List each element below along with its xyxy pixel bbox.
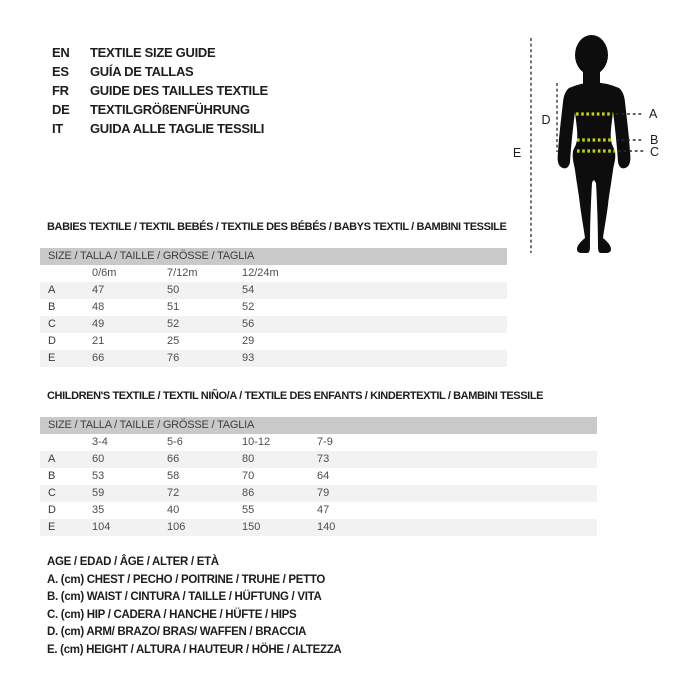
table-cell: 86 (242, 487, 255, 499)
table-cell: 25 (167, 335, 180, 347)
table-cell: 140 (317, 521, 336, 533)
table-cell: 51 (167, 301, 180, 313)
table-row (40, 316, 507, 333)
table-row (40, 299, 507, 316)
legend-age-line: AGE / EDAD / ÂGE / ALTER / ETÀ (47, 556, 219, 568)
row-label: C (48, 487, 56, 499)
table-cell: 29 (242, 335, 255, 347)
height-label: E (512, 146, 522, 160)
row-label: D (48, 335, 56, 347)
table-cell: 93 (242, 352, 255, 364)
row-label: B (48, 301, 56, 313)
table-cell: 54 (242, 284, 255, 296)
size-header-band: SIZE / TALLA / TAILLE / GRÖSSE / TAGLIA (40, 417, 597, 434)
row-label: A (48, 284, 56, 296)
child-measurement-diagram (505, 30, 670, 265)
table-cell: 76 (167, 352, 180, 364)
language-title: GUIDE DES TAILLES TEXTILE (90, 83, 268, 98)
column-header-row (40, 434, 597, 451)
size-header-band: SIZE / TALLA / TAILLE / GRÖSSE / TAGLIA (40, 248, 507, 265)
waist-label: B (650, 133, 659, 147)
chest-label: A (649, 107, 658, 121)
table-cell: 47 (92, 284, 105, 296)
table-cell: 66 (92, 352, 105, 364)
children-section-title: CHILDREN'S TEXTILE / TEXTIL NIÑO/A / TEXTILE DES ENFANTS / KINDERTEXTIL / BAMBINI TESSILE (47, 390, 544, 402)
language-title: GUIDA ALLE TAGLIE TESSILI (90, 121, 265, 136)
table-row (40, 451, 597, 468)
table-cell: 49 (92, 318, 105, 330)
legend-height-line: E. (cm) HEIGHT / ALTURA / HAUTEUR / HÖHE / ALTEZZA (47, 643, 342, 656)
table-cell: 60 (92, 453, 105, 465)
table-row (40, 350, 507, 367)
language-row (52, 62, 268, 81)
silhouette-body (558, 83, 631, 254)
table-cell: 48 (92, 301, 105, 313)
child-silhouette (558, 35, 631, 253)
table-cell: 52 (167, 318, 180, 330)
table-cell: 104 (92, 521, 111, 533)
table-cell: 40 (167, 504, 180, 516)
language-title: TEXTILGRÖßENFÜHRUNG (90, 102, 250, 117)
table-cell: 47 (317, 504, 330, 516)
table-cell: 106 (167, 521, 186, 533)
legend-chest-line: A. (cm) CHEST / PECHO / POITRINE / TRUHE / PETTO (47, 573, 326, 586)
table-cell: 79 (317, 487, 330, 499)
table-cell: 66 (167, 453, 180, 465)
row-label: B (48, 470, 56, 482)
column-header: 12/24m (242, 267, 279, 279)
legend-arm-line: D. (cm) ARM/ BRAZO/ BRAS/ WAFFEN / BRACCIA (47, 626, 307, 639)
table-cell: 70 (242, 470, 255, 482)
table-row (40, 333, 507, 350)
language-code: FR (52, 83, 69, 98)
row-label: D (48, 504, 56, 516)
corner-cell (40, 265, 92, 282)
column-header: 5-6 (167, 436, 183, 448)
arm-label: D (541, 113, 551, 127)
legend-hip-line: C. (cm) HIP / CADERA / HANCHE / HÜFTE / HIPS (47, 608, 297, 621)
table-row (40, 519, 597, 536)
babies-size-table (40, 248, 507, 367)
row-label: E (48, 521, 56, 533)
row-label: E (48, 352, 56, 364)
language-title: TEXTILE SIZE GUIDE (90, 45, 216, 60)
corner-cell (40, 434, 92, 451)
language-row (52, 43, 268, 62)
table-row (40, 282, 507, 299)
table-cell: 53 (92, 470, 105, 482)
table-cell: 72 (167, 487, 180, 499)
table-cell: 80 (242, 453, 255, 465)
table-cell: 35 (92, 504, 105, 516)
table-row (40, 485, 597, 502)
language-row (52, 100, 268, 119)
column-header: 10-12 (242, 436, 271, 448)
table-cell: 150 (242, 521, 261, 533)
table-cell: 52 (242, 301, 255, 313)
table-cell: 58 (167, 470, 180, 482)
language-code: EN (52, 45, 70, 60)
column-header: 7/12m (167, 267, 198, 279)
column-header-row (40, 265, 507, 282)
hip-label: C (650, 145, 660, 159)
table-cell: 59 (92, 487, 105, 499)
table-cell: 50 (167, 284, 180, 296)
babies-section-title: BABIES TEXTILE / TEXTIL BEBÉS / TEXTILE DES BÉBÉS / BABYS TEXTIL / BAMBINI TESSILE (47, 221, 507, 233)
column-header: 3-4 (92, 436, 108, 448)
table-row (40, 502, 597, 519)
language-title-list (52, 43, 268, 138)
table-cell: 56 (242, 318, 255, 330)
language-title: GUÍA DE TALLAS (90, 64, 194, 79)
language-code: IT (52, 121, 63, 136)
children-size-table (40, 417, 597, 536)
column-header: 0/6m (92, 267, 117, 279)
language-row (52, 81, 268, 100)
row-label: A (48, 453, 56, 465)
table-cell: 21 (92, 335, 105, 347)
language-code: DE (52, 102, 70, 117)
legend-waist-line: B. (cm) WAIST / CINTURA / TAILLE / HÜFTUNG / VITA (47, 591, 322, 604)
table-cell: 55 (242, 504, 255, 516)
table-row (40, 468, 597, 485)
column-header: 7-9 (317, 436, 333, 448)
language-row (52, 119, 268, 138)
table-cell: 73 (317, 453, 330, 465)
language-code: ES (52, 64, 69, 79)
row-label: C (48, 318, 56, 330)
table-cell: 64 (317, 470, 330, 482)
measurement-legend (47, 554, 341, 660)
